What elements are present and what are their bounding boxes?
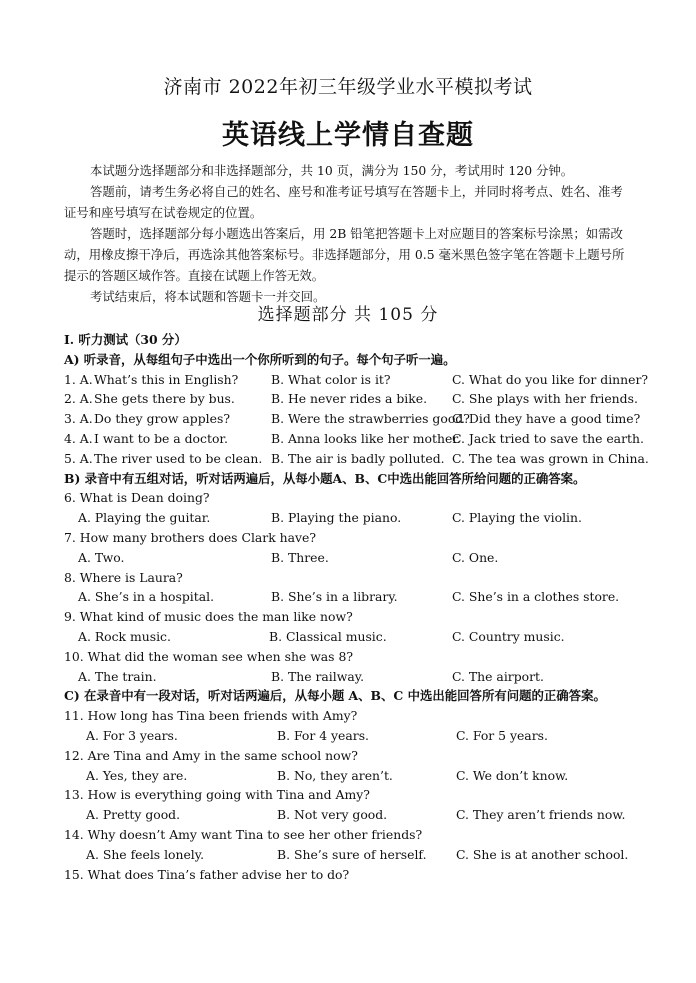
question-stem: 8. Where is Laura? <box>64 569 183 585</box>
option-b: B. The railway. <box>271 668 365 684</box>
option-c: C. She is at another school. <box>456 846 629 862</box>
question-stem: 6. What is Dean doing? <box>64 490 210 506</box>
part-b-title: B) 录音中有五组对话，听对话两遍后，从每小题A、B、C中选出能回答所给问题的正确答案。 <box>64 470 586 486</box>
option-row <box>64 845 644 865</box>
exam-title-line1: 济南市 2022年初三年级学业水平模拟考试 <box>163 76 533 98</box>
option-a: She gets there by bus. <box>94 391 235 407</box>
option-row <box>64 766 644 786</box>
question-stem: 14. Why doesn’t Amy want Tina to see her other friends? <box>64 826 423 842</box>
option-c: C. We don’t know. <box>456 767 569 783</box>
option-a: A. Two. <box>78 549 125 565</box>
option-c: C. Country music. <box>452 628 565 644</box>
option-c: C. The airport. <box>452 668 544 684</box>
option-b: B. Were the strawberries good? <box>271 411 470 427</box>
option-b: B. Not very good. <box>277 807 388 823</box>
instruction-3: 答题时，选择题部分每小题选出答案后，用 2B 铅笔把答题卡上对应题目的答案标号涂黑；如需改动，用橡皮擦干净后，再选涂其他答案标号。非选择题部分，用 0.5 毫米黑色签字笔在答题卡上题号所提示的答题区域作答。直接在试题上作答无效。 <box>64 226 625 283</box>
option-a: Do they grow apples? <box>94 411 230 427</box>
instruction-4: 考试结束后，将本试题和答题卡一并交回。 <box>90 289 326 304</box>
question-number: 4. A. <box>64 430 93 446</box>
option-a: A. For 3 years. <box>86 727 178 743</box>
option-row <box>64 667 644 687</box>
part-title: I. 听力测试（30 分） <box>64 332 187 347</box>
part-a-title: A) 听录音，从每组句子中选出一个你所听到的句子。每个句子听一遍。 <box>64 351 456 367</box>
option-row <box>64 587 644 607</box>
question-stem: 13. How is everything going with Tina and Amy? <box>64 787 370 803</box>
option-a: A. She’s in a hospital. <box>78 589 215 605</box>
option-b: B. Classical music. <box>269 628 387 644</box>
option-b: B. Anna looks like her mother. <box>271 430 461 446</box>
option-a: A. Rock music. <box>78 628 171 644</box>
question-number: 5. A. <box>64 450 93 466</box>
option-row <box>64 548 644 568</box>
question-row <box>64 370 649 390</box>
option-a: The river used to be clean. <box>94 450 263 466</box>
option-a: A. The train. <box>78 668 157 684</box>
option-b: B. Playing the piano. <box>271 510 402 526</box>
option-c: C. She’s in a clothes store. <box>452 589 620 605</box>
option-c: C. What do you like for dinner? <box>452 371 649 387</box>
instructions <box>64 160 634 307</box>
option-row <box>64 726 644 746</box>
section-title: 选择题部分 共 105 分 <box>257 305 439 325</box>
option-a: I want to be a doctor. <box>94 430 228 446</box>
option-b: B. She’s sure of herself. <box>277 846 427 862</box>
option-b: B. She’s in a library. <box>271 589 398 605</box>
option-b: B. Three. <box>271 549 329 565</box>
option-c: C. Playing the violin. <box>452 510 582 526</box>
option-a: A. Pretty good. <box>86 807 181 823</box>
question-row <box>64 389 644 409</box>
part-c-title: C) 在录音中有一段对话，听对话两遍后，从每小题 A、B、C 中选出能回答所有问题的正确答案。 <box>64 688 606 704</box>
option-a: A. She feels lonely. <box>86 846 205 862</box>
question-stem: 11. How long has Tina been friends with Amy? <box>64 708 358 724</box>
question-number: 1. A. <box>64 371 93 387</box>
option-a: A. Playing the guitar. <box>78 510 211 526</box>
option-b: B. For 4 years. <box>277 727 369 743</box>
question-stem: 12. Are Tina and Amy in the same school now? <box>64 747 358 763</box>
option-c: C. One. <box>452 549 499 565</box>
instruction-1: 本试题分选择题部分和非选择题部分，共 10 页，满分为 150 分，考试用时 120 分钟。 <box>90 163 574 178</box>
option-b: B. The air is badly polluted. <box>271 450 445 466</box>
option-c: C. For 5 years. <box>456 727 548 743</box>
question-stem: 7. How many brothers does Clark have? <box>64 529 317 545</box>
option-c: C. Jack tried to save the earth. <box>452 430 644 446</box>
question-stem: 15. What does Tina’s father advise her to do? <box>64 866 350 882</box>
question-number: 3. A. <box>64 411 93 427</box>
option-a: A. Yes, they are. <box>86 767 188 783</box>
questions <box>64 330 649 884</box>
question-number: 2. A. <box>64 391 93 407</box>
question-row <box>64 449 649 469</box>
option-a: What’s this in English? <box>94 371 239 387</box>
question-stem: 9. What kind of music does the man like now? <box>64 609 353 625</box>
question-row <box>64 409 644 429</box>
option-c: C. The tea was grown in China. <box>452 450 649 466</box>
option-c: C. They aren’t friends now. <box>456 807 626 823</box>
option-b: B. He never rides a bike. <box>271 391 428 407</box>
option-b: B. No, they aren’t. <box>277 767 393 783</box>
option-b: B. What color is it? <box>271 371 391 387</box>
option-row <box>64 508 644 528</box>
option-c: C. She plays with her friends. <box>452 391 638 407</box>
instruction-2: 答题前，请考生务必将自己的姓名、座号和准考证号填写在答题卡上，并同时将考点、姓名、准考证号和座号填写在试卷规定的位置。 <box>64 184 623 220</box>
option-c: C. Did they have a good time? <box>452 411 641 427</box>
question-row <box>64 429 644 449</box>
option-row <box>64 627 644 647</box>
question-stem: 10. What did the woman see when she was 8? <box>64 648 354 664</box>
option-row <box>64 805 644 825</box>
exam-title-line2: 英语线上学情自查题 <box>222 120 474 151</box>
